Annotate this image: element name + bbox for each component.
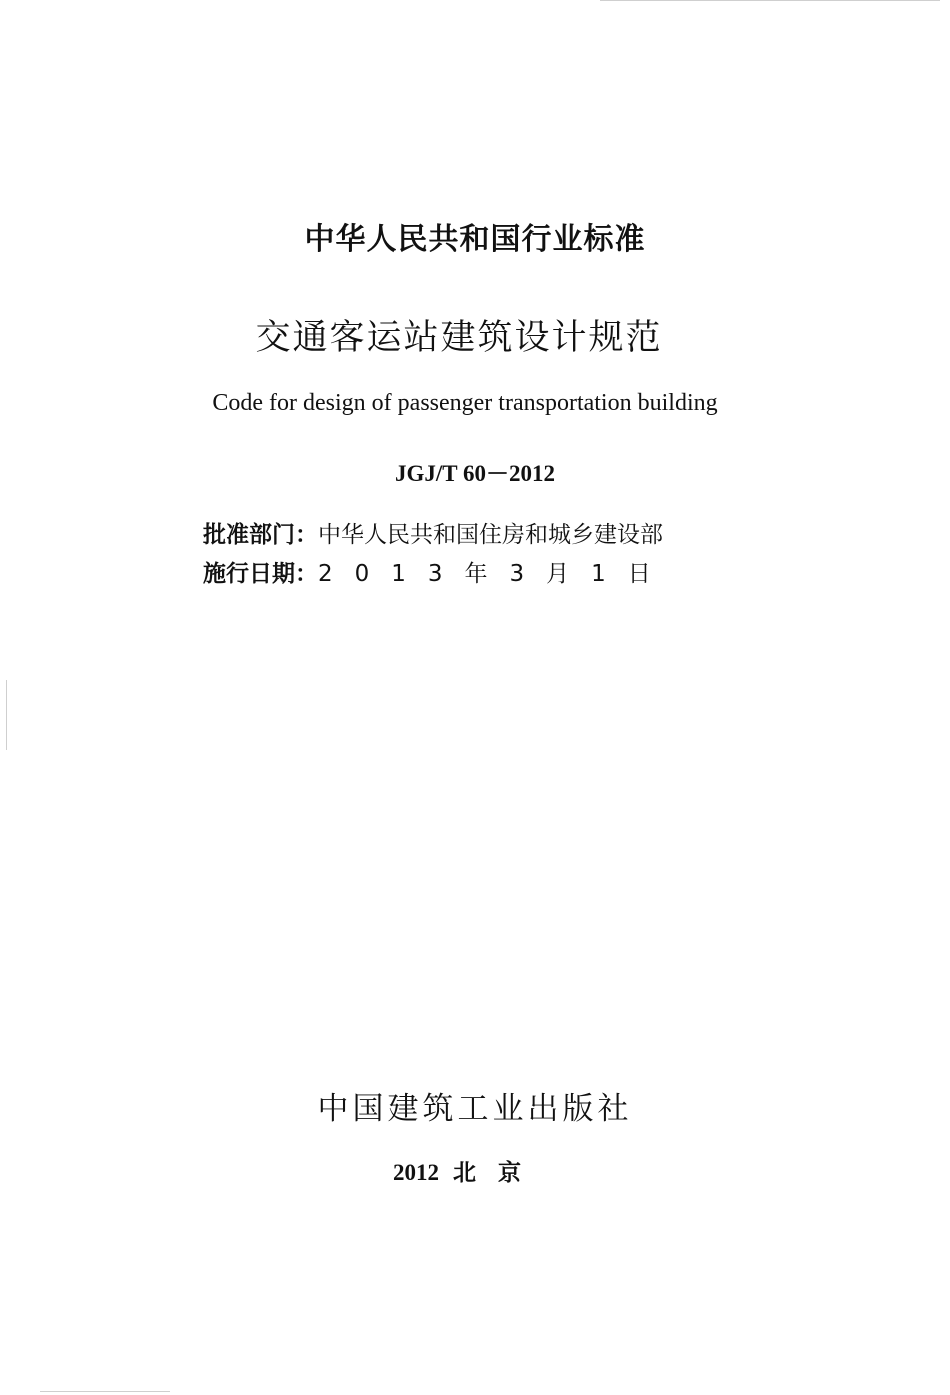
approval-department [203, 516, 663, 549]
effective-label: 施行日期： [203, 561, 318, 587]
standard-type-heading: 中华人民共和国行业标准 [304, 222, 646, 257]
publisher-name: 中国建筑工业出版社 [317, 1091, 633, 1127]
scan-edge-bottom [40, 1391, 170, 1392]
approval-value: 中华人民共和国住房和城乡建设部 [318, 522, 663, 548]
effective-value: 2013年3月1日 [318, 561, 673, 587]
effective-date [203, 555, 673, 588]
scan-edge-left [6, 680, 7, 750]
approval-label: 批准部门： [203, 522, 318, 548]
publication-place: 北京 [453, 1160, 543, 1185]
document-title-chinese: 交通客运站建筑设计规范 [255, 318, 663, 358]
publication-info [0, 1154, 950, 1187]
publication-year: 2012 [393, 1160, 439, 1185]
standard-number: JGJ/T 60－2012 [395, 461, 555, 486]
document-title-english: Code for design of passenger transportation building [212, 390, 718, 416]
scan-edge-top [600, 0, 940, 1]
